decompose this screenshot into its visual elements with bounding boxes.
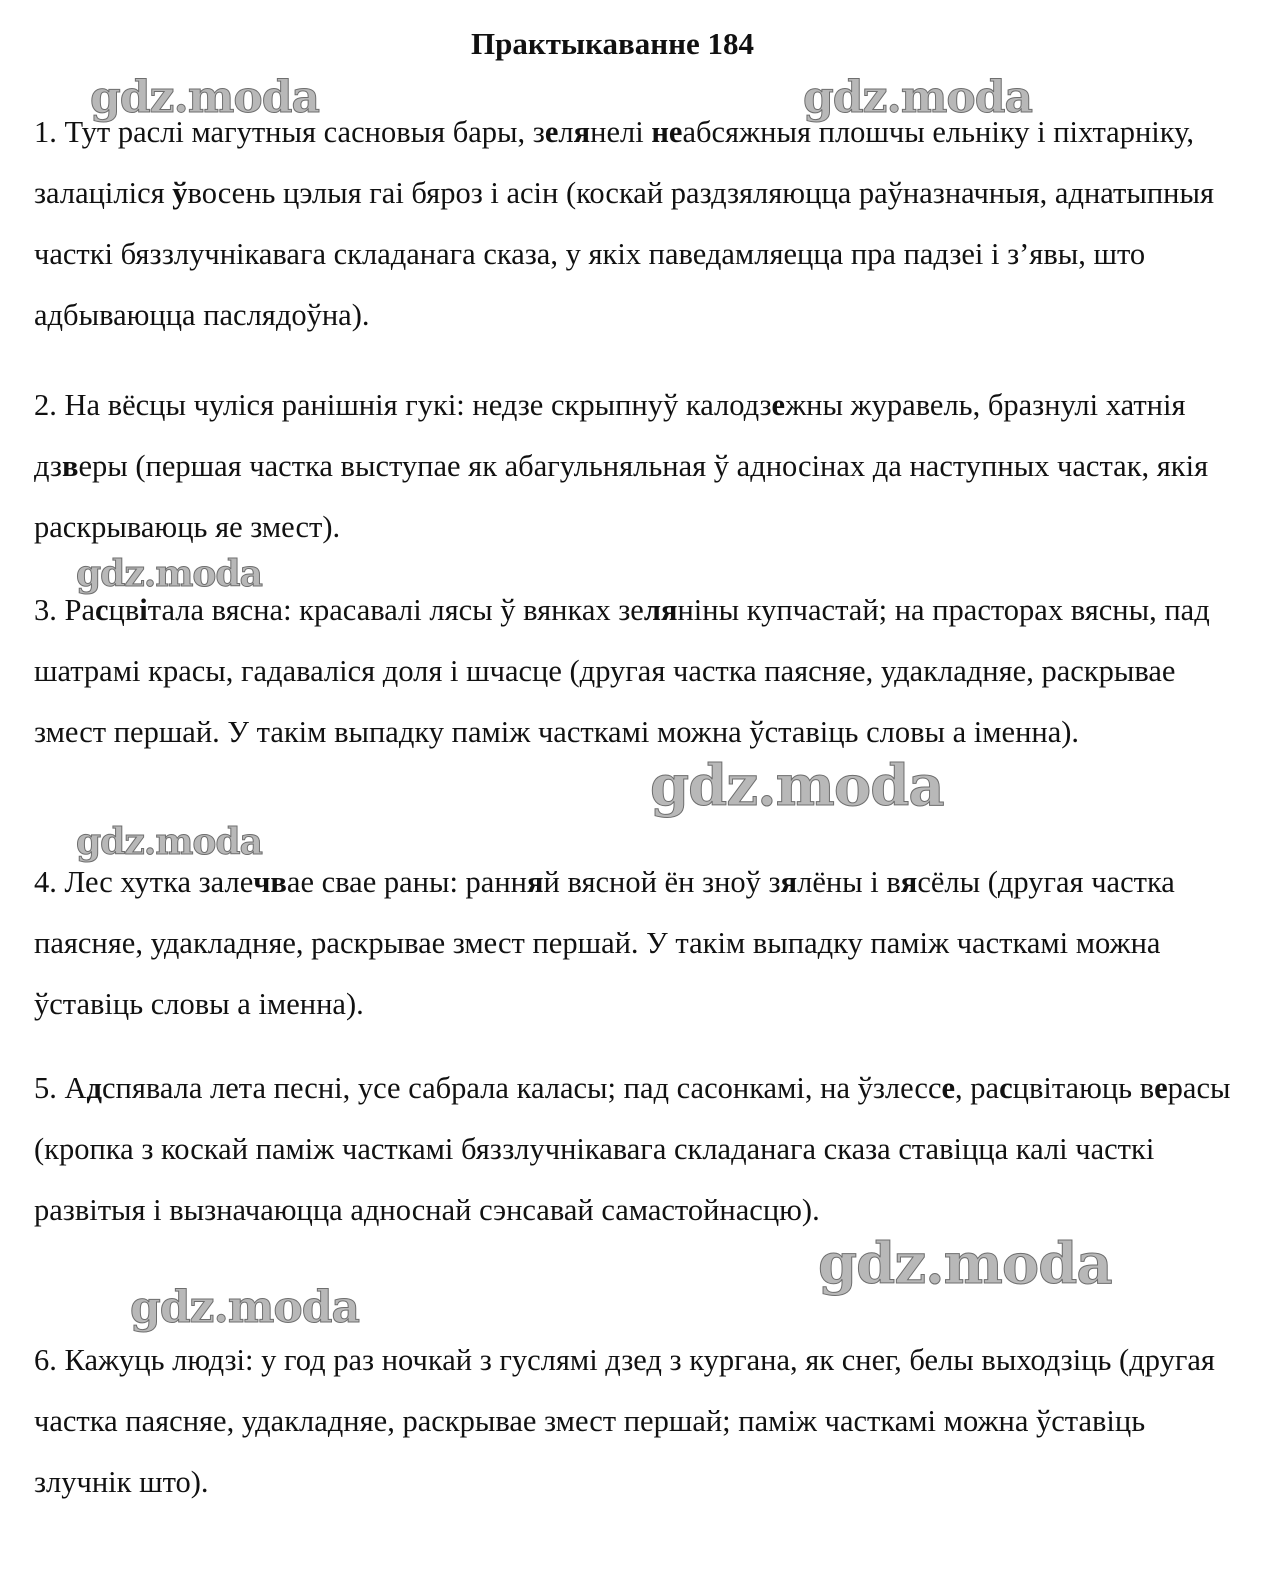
paragraph-text: А [56,1071,87,1105]
paragraph-6 [34,1330,1234,1513]
paragraph-text: Лес хутка зале [56,865,254,899]
paragraph-number: 2. [34,388,57,422]
paragraph-text: лёны і в [797,865,901,899]
paragraph-number: 3. [34,593,57,627]
paragraph-text: Ра [56,593,95,627]
watermark-logo: gdz.moda [90,72,320,123]
page-title: Практыкаванне 184 [470,26,754,61]
emphasized-letters: е [544,115,559,149]
emphasized-letters: ля [643,593,678,627]
paragraph-text: сёлы (другая частка паясняе, удакладняе, раскрывае змест першай. У такім выпадку паміж часткамі можна ўставіць словы а іменна). [34,865,1175,1021]
emphasized-letters: ў [172,176,188,210]
emphasized-letters: я [573,115,591,149]
paragraph-text: еры (першая частка выступае як абагульняльная ў адносінах да наступных частак, якія раскрываюць яе змест). [34,449,1209,544]
paragraph-3 [34,580,1234,763]
paragraph-text: На вёсцы чуліся ранішнія гукі: недзе скрыпнуў калодз [56,388,772,422]
paragraph-text: цвітаюць в [1012,1071,1155,1105]
paragraph-4 [34,852,1234,1035]
paragraph-text: ае свае раны: ранн [286,865,527,899]
emphasized-letters: чв [253,865,287,899]
paragraph-2 [34,375,1234,558]
paragraph-text: л [558,115,574,149]
paragraph-text: тала вясна: красавалі лясы ў вянках зе [147,593,644,627]
watermark-logo: gdz.moda [76,553,262,595]
emphasized-letters: с [999,1071,1013,1105]
paragraph-number: 1. [34,115,57,149]
watermark-logo: gdz.moda [818,1231,1112,1297]
watermark-logo: gdz.moda [650,753,944,819]
watermark-logo: gdz.moda [803,72,1033,123]
emphasized-letters: е [1154,1071,1168,1105]
paragraph-text: абсяжныя плошчы ельніку і піхтарніку, залаціліся [34,115,1194,210]
emphasized-letters: е [771,388,786,422]
emphasized-letters: не [651,115,683,149]
paragraph-number: 5. [34,1071,57,1105]
emphasized-letters: я [527,865,544,899]
paragraph-text: нелі [590,115,652,149]
watermark-logo: gdz.moda [76,821,262,863]
paragraph-number: 6. [34,1343,57,1377]
paragraph-text: , ра [955,1071,1000,1105]
watermark-logo: gdz.moda [130,1282,360,1333]
paragraph-5 [34,1058,1234,1241]
emphasized-letters: я [780,865,798,899]
paragraph-text: ніны купчастай; на прасторах вясны, пад шатрамі красы, гадаваліся доля і шчасце (другая частка паясняе, удакладняе, раскрывае змест першай. У такім выпадку паміж часткамі можна ўставіць словы а іменна). [34,593,1210,749]
paragraph-text: восень цэлыя гаі бяроз і асін (коскай раздзяляюцца раўназначныя, аднатыпныя часткі бяззлучнікавага складанага сказа, у якіх паведамляецца пра падзеі і з’явы, што адбываюцца паслядоўна). [34,176,1215,332]
paragraph-text: Тут раслі магутныя сасновыя бары, з [56,115,545,149]
paragraph-text: цв [108,593,140,627]
emphasized-letters: с [95,593,109,627]
paragraph-text: й вясной ён зноў з [543,865,781,899]
emphasized-letters: я [900,865,918,899]
emphasized-letters: е [941,1071,956,1105]
paragraph-text: спявала лета песні, усе сабрала каласы; пад сасонкамі, на ўзлесс [101,1071,942,1105]
paragraph-text: расы (кропка з коскай паміж часткамі бяззлучнікавага складанага сказа ставіцца калі часткі развітыя і вызначаюцца адноснай сэнсавай самастойнасцю). [34,1071,1231,1227]
emphasized-letters: і [139,593,148,627]
paragraph-number: 4. [34,865,57,899]
paragraph-1 [34,102,1234,346]
paragraph-text: Кажуць людзі: у год раз ночкай з гуслямі дзед з кургана, як снег, белы выходзіць (другая частка паясняе, удакладняе, раскрывае змест першай; паміж часткамі можна ўставіць злучнік што). [34,1343,1215,1499]
paragraph-text: жны журавель, бразнулі хатнія дз [34,388,1186,483]
emphasized-letters: в [61,449,79,483]
emphasized-letters: д [86,1071,102,1105]
